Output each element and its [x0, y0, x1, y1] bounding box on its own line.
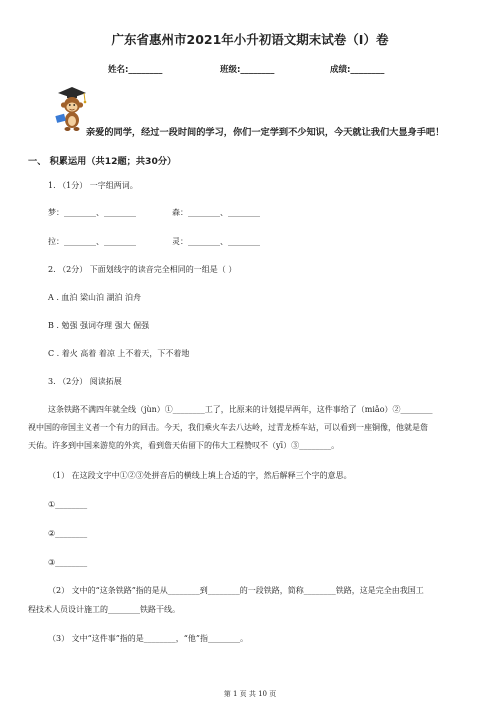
page-title: 广东省惠州市2021年小升初语文期末试卷（I）卷 — [111, 32, 389, 47]
section-heading: 一、 积累运用（共12题；共30分） — [28, 156, 177, 167]
page-footer: 第 1 页 共 10 页 — [223, 690, 277, 698]
question-3-subquestion-2-line-2: 程技术人员设计施工的________铁路干线。 — [28, 605, 180, 614]
name-field-label: 姓名:________ — [108, 65, 163, 75]
question-3-subquestion-3: （3） 文中“这件事”指的是________，“他”指________。 — [48, 634, 248, 643]
question-1-row1-right: 森：________、________ — [172, 208, 260, 217]
question-3-passage-line-1: 这条铁路不满四年就全线（jùn）①________工了，比原来的计划提早两年，这件事给了（miǎo）②________ — [48, 405, 433, 414]
question-2-option-b: B . 勉强 强词夺理 强大 倔强 — [48, 321, 150, 330]
question-3-subquestion-2-line-1: （2） 文中的“这条铁路”指的是从________到________的一段铁路，简称________铁路，这是完全由我国工 — [48, 586, 424, 595]
answer-blank-1: ①________ — [48, 500, 88, 509]
question-3-passage-line-3: 天佑。许多到中国来游览的外宾，看到詹天佑留下的伟大工程赞叹不（yī）③________。 — [28, 441, 340, 450]
question-1-row2-left: 拉：________、________ — [48, 237, 136, 246]
question-2-option-c: C . 着火 高着 着凉 上不着天，下不着地 — [48, 349, 190, 358]
question-1-row1-left: 梦：________、________ — [48, 208, 136, 217]
greeting-text: 亲爱的同学，经过一段时间的学习，你们一定学到不少知识，今天就让我们大显身手吧！ — [86, 127, 445, 138]
question-3-stem: 3. （2分） 阅读拓展 — [48, 377, 122, 386]
class-field-label: 班级:________ — [220, 65, 275, 75]
question-3-passage-line-2: 视中国的帝国主义者一个有力的回击。今天，我们乘火车去八达岭，过青龙桥车站，可以看到一座铜像，他就是詹 — [28, 423, 428, 432]
question-2-option-a: A . 血泊 梁山泊 湖泊 泊舟 — [48, 293, 142, 302]
question-1-stem: 1. （1分） 一字组两词。 — [48, 181, 138, 190]
question-3-subquestion-1: （1） 在这段文字中①②③处拼音后的横线上填上合适的字，然后解释三个字的意思。 — [48, 471, 352, 480]
score-field-label: 成绩:________ — [330, 65, 385, 75]
answer-blank-2: ②________ — [48, 529, 88, 538]
question-1-row2-right: 灵：________、________ — [172, 237, 260, 246]
monkey-mascot-icon — [50, 84, 90, 134]
question-2-stem: 2. （2分） 下面划线字的读音完全相同的一组是（ ） — [48, 265, 237, 274]
answer-blank-3: ③________ — [48, 558, 88, 567]
